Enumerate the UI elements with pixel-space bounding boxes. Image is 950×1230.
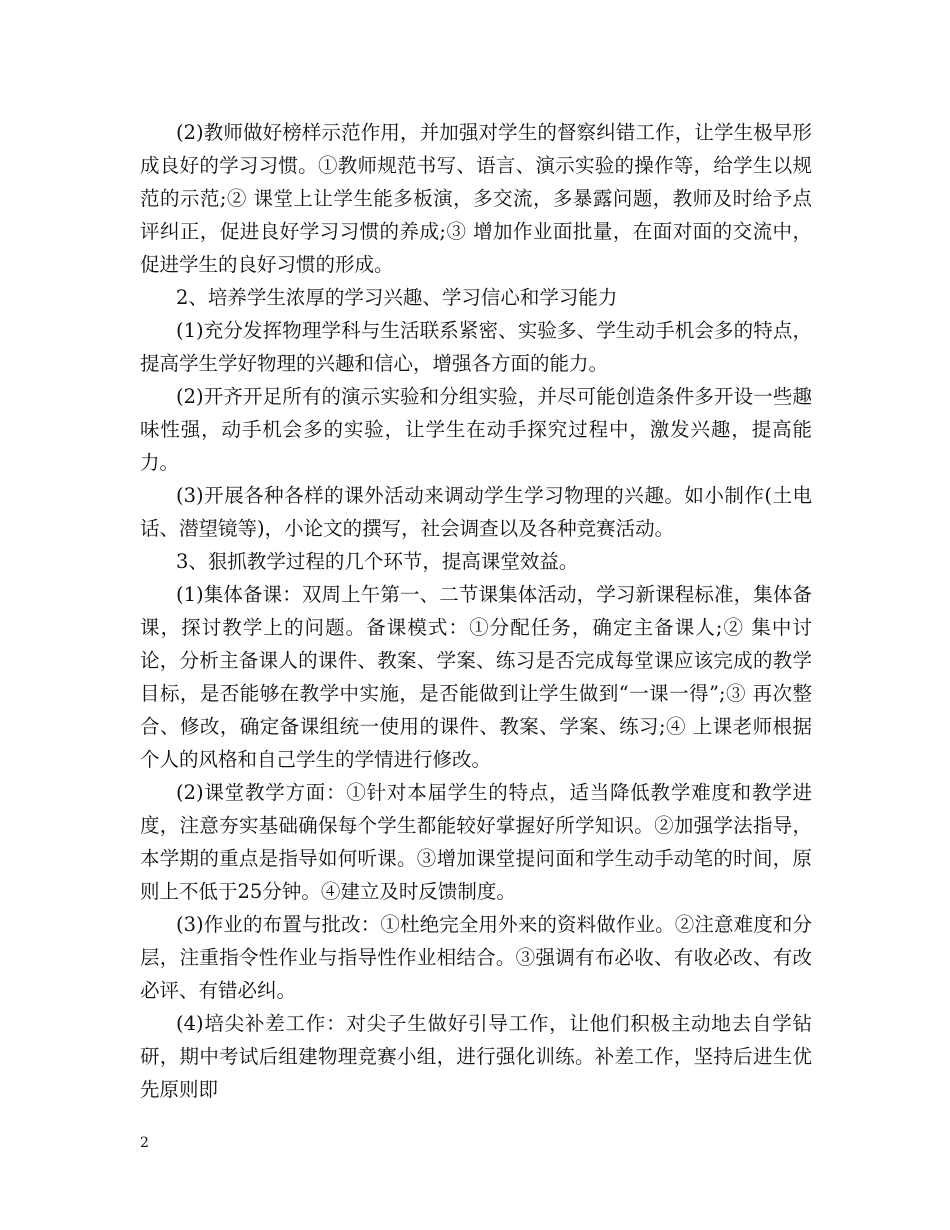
paragraph-classroom-teaching: (2)课堂教学方面：①针对本届学生的特点，适当降低教学难度和教学进度，注意夯实基础确保每个学生都能较好掌握好所学知识。②加强学法指导，本学期的重点是指导如何听课。③增加课堂提问面和学生动手动笔的时间，原则上不低于25分钟。④建立及时反馈制度。 — [140, 781, 812, 903]
section-heading-teaching-process: 3、狠抓教学过程的几个环节，提高课堂效益。 — [176, 550, 579, 573]
section-heading-interest: 2、培养学生浓厚的学习兴趣、学习信心和学习能力 — [176, 286, 618, 309]
paragraph-experiments: (2)开齐开足所有的演示实验和分组实验，并尽可能创造条件多开设一些趣味性强，动手机会多的实验，让学生在动手探究过程中，激发兴趣，提高能力。 — [140, 385, 812, 474]
paragraph-collective-lesson-prep: (1)集体备课：双周上午第一、二节课集体活动，学习新课程标准，集体备课，探讨教学上的问题。备课模式：①分配任务，确定主备课人;② 集中讨论，分析主备课人的课件、教案、学案、练习是否完成每堂课应该完成的教学目标，是否能够在教学中实施，是否能做到让学生做到“一课一得”;③ 再次整合、修改，确定备课组统一使用的课件、教案、学案、练习;④ 上课老师根据个人的风格和自己学生的学情进行修改。 — [140, 583, 812, 771]
paragraph-homework: (3)作业的布置与批改：①杜绝完全用外来的资料做作业。②注意难度和分层，注重指令性作业与指导性作业相结合。③强调有布必收、有收必改、有改必评、有错必纠。 — [140, 913, 812, 1002]
paragraph-habit-demonstration: (2)教师做好榜样示范作用，并加强对学生的督察纠错工作，让学生极早形成良好的学习习惯。①教师规范书写、语言、演示实验的操作等，给学生以规范的示范;② 课堂上让学生能多板演，多交流，多暴露问题，教师及时给予点评纠正，促进良好学习习惯的养成;③ 增加作业面批量，在面对面的交流中，促进学生的良好习惯的形成。 — [140, 121, 812, 276]
document-body — [140, 116, 812, 1106]
page-number: 2 — [140, 1135, 149, 1151]
paragraph-extracurricular: (3)开展各种各样的课外活动来调动学生学习物理的兴趣。如小制作(土电话、潜望镜等)，小论文的撰写，社会调查以及各种竞赛活动。 — [140, 484, 812, 540]
paragraph-physics-interest: (1)充分发挥物理学科与生活联系紧密、实验多、学生动手机会多的特点，提高学生学好物理的兴趣和信心，增强各方面的能力。 — [140, 319, 812, 375]
paragraph-top-students: (4)培尖补差工作：对尖子生做好引导工作，让他们积极主动地去自学钻研，期中考试后组建物理竞赛小组，进行强化训练。补差工作，坚持后进生优先原则即 — [140, 1012, 812, 1101]
